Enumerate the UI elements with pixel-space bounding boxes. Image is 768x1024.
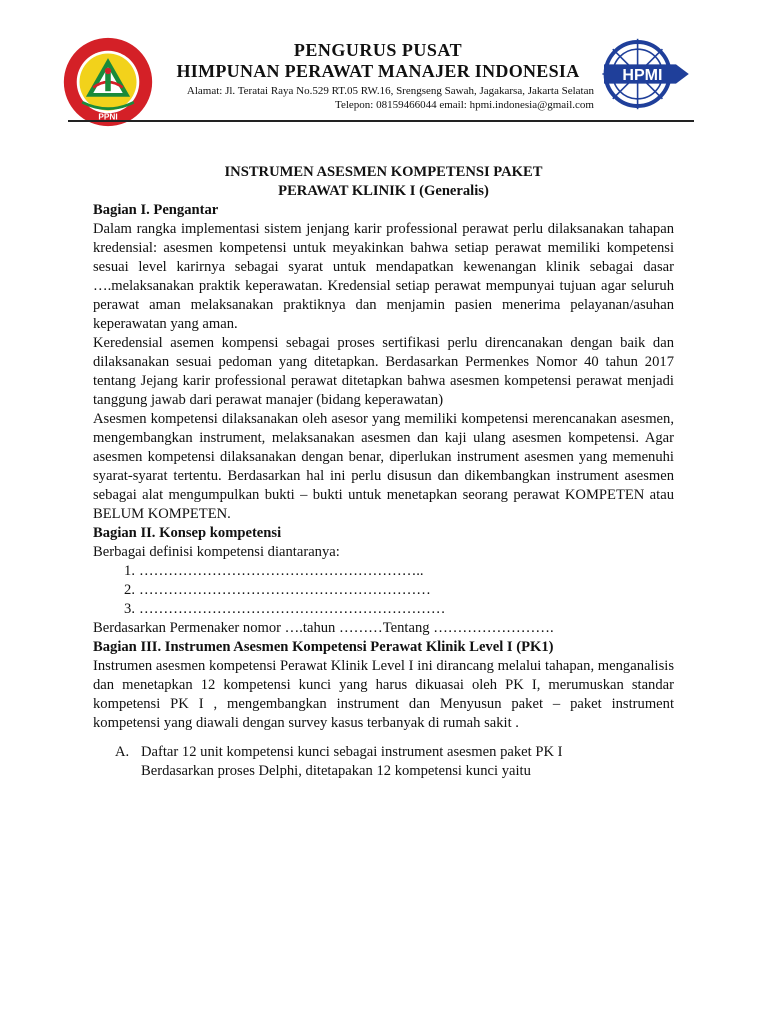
document-body: [93, 163, 674, 781]
list-item-text: ………………………………………………………: [139, 601, 446, 617]
letterhead-text: [160, 40, 596, 112]
list-item-text: ……………………………………………………: [139, 582, 431, 598]
letterhead-contact: Telepon: 08159466044 email: hpmi.indonesia@gmail.com: [335, 99, 594, 111]
letterhead: [0, 0, 768, 122]
ppni-abbr: PPNI: [98, 112, 118, 122]
letterhead-divider: [68, 120, 694, 122]
letterhead-title-1: PENGURUS PUSAT: [293, 40, 463, 60]
section-2-intro: Berbagai definisi kompetensi diantaranya:: [93, 544, 340, 560]
item-a: [115, 743, 674, 781]
definition-list: [93, 562, 674, 619]
ppni-logo: [62, 36, 154, 128]
list-item-number: 1.: [124, 563, 135, 579]
item-a-line-1: Daftar 12 unit kompetensi kunci sebagai instrument asesmen paket PK I: [141, 744, 563, 760]
item-a-body: [141, 743, 674, 781]
letterhead-address: Alamat: Jl. Teratai Raya No.529 RT.05 RW.16, Srengseng Sawah, Jagakarsa, Jakarta Selatan: [186, 85, 594, 97]
section-1-paragraph-1: Dalam rangka implementasi sistem jenjang karir professional perawat perlu dilaksanakan tahapan kredensial: asesmen kompetensi untuk meyakinkan bahwa setiap perawat memiliki kompetensi sesuai level karirnya sebagai syarat untuk mendapatkan kewenangan klinik sebagai dasar ….melaksanakan praktik keperawatan. Kredensial setiap perawat mempunyai tujuan agar seluruh perawat aman melaksanakan praktiknya dan menjamin pasien menerima pelayanan/asuhan keperawatan yang aman.: [93, 221, 674, 332]
section-1-heading: Bagian I. Pengantar: [93, 202, 219, 218]
document-title-line-2: PERAWAT KLINIK I (Generalis): [278, 183, 489, 199]
list-item-number: 2.: [124, 582, 135, 598]
document-title-line-1: INSTRUMEN ASESMEN KOMPETENSI PAKET: [224, 164, 543, 180]
section-3-heading: Bagian III. Instrumen Asesmen Kompetensi Perawat Klinik Level I (PK1): [93, 639, 554, 655]
list-item: [93, 600, 674, 619]
item-a-line-2: Berdasarkan proses Delphi, ditetapakan 12 kompetensi kunci yaitu: [141, 763, 531, 779]
hpmi-abbr: HPMI: [622, 67, 663, 84]
letterhead-title-2: HIMPUNAN PERAWAT MANAJER INDONESIA: [176, 61, 580, 81]
list-item: [93, 562, 674, 581]
section-2-footer: Berdasarkan Permenaker nomor ….tahun ………Tentang …………………….: [93, 620, 554, 636]
section-1-paragraph-3: Asesmen kompetensi dilaksanakan oleh asesor yang memiliki kompetensi merencanakan asesmen, mengembangkan instrument, melaksanakan asesmen dan kaji ulang asesmen kompetensi. Agar asesmen kompetensi dilaksanakan dengan benar, diperlukan instrument asesmen yang memenuhi syarat-syarat tertentu. Berdasarkan hal ini perlu disusun dan dikembangkan instrument asesmen sebagai alat mengumpulkan bukti – bukti untuk menetapkan seorang perawat KOMPETEN atau BELUM KOMPETEN.: [93, 411, 674, 522]
list-item: [93, 581, 674, 600]
section-1-paragraph-2: Keredensial asemen kompensi sebagai proses sertifikasi perlu direncanakan dengan baik dan dilaksanakan sesuai pedoman yang ditetapkan. Berdasarkan Permenkes Nomor 40 tahun 2017 tentang Jejang karir professional perawat ditetapkan bahwa asesmen kompetensi perawat menjadi tanggung jawab dari perawat manajer (bidang keperawatan): [93, 335, 674, 408]
section-2-heading: Bagian II. Konsep kompetensi: [93, 525, 282, 541]
list-item-text: …………………………………………………..: [139, 563, 424, 579]
hpmi-logo: [596, 34, 692, 114]
section-3-paragraph: Instrumen asesmen kompetensi Perawat Klinik Level I ini dirancang melalui tahapan, menganalisis dan menetapkan 12 kompetensi kunci yang harus dikuasai oleh PK I, merumuskan standar kompetensi PK I , mengembangkan instrument dan Menyusun paket – paket instrument kompetensi yang diawali dengan survey kasus terbanyak di rumah sakit .: [93, 658, 674, 731]
list-item-number: 3.: [124, 601, 135, 617]
item-a-letter: A.: [115, 744, 130, 760]
